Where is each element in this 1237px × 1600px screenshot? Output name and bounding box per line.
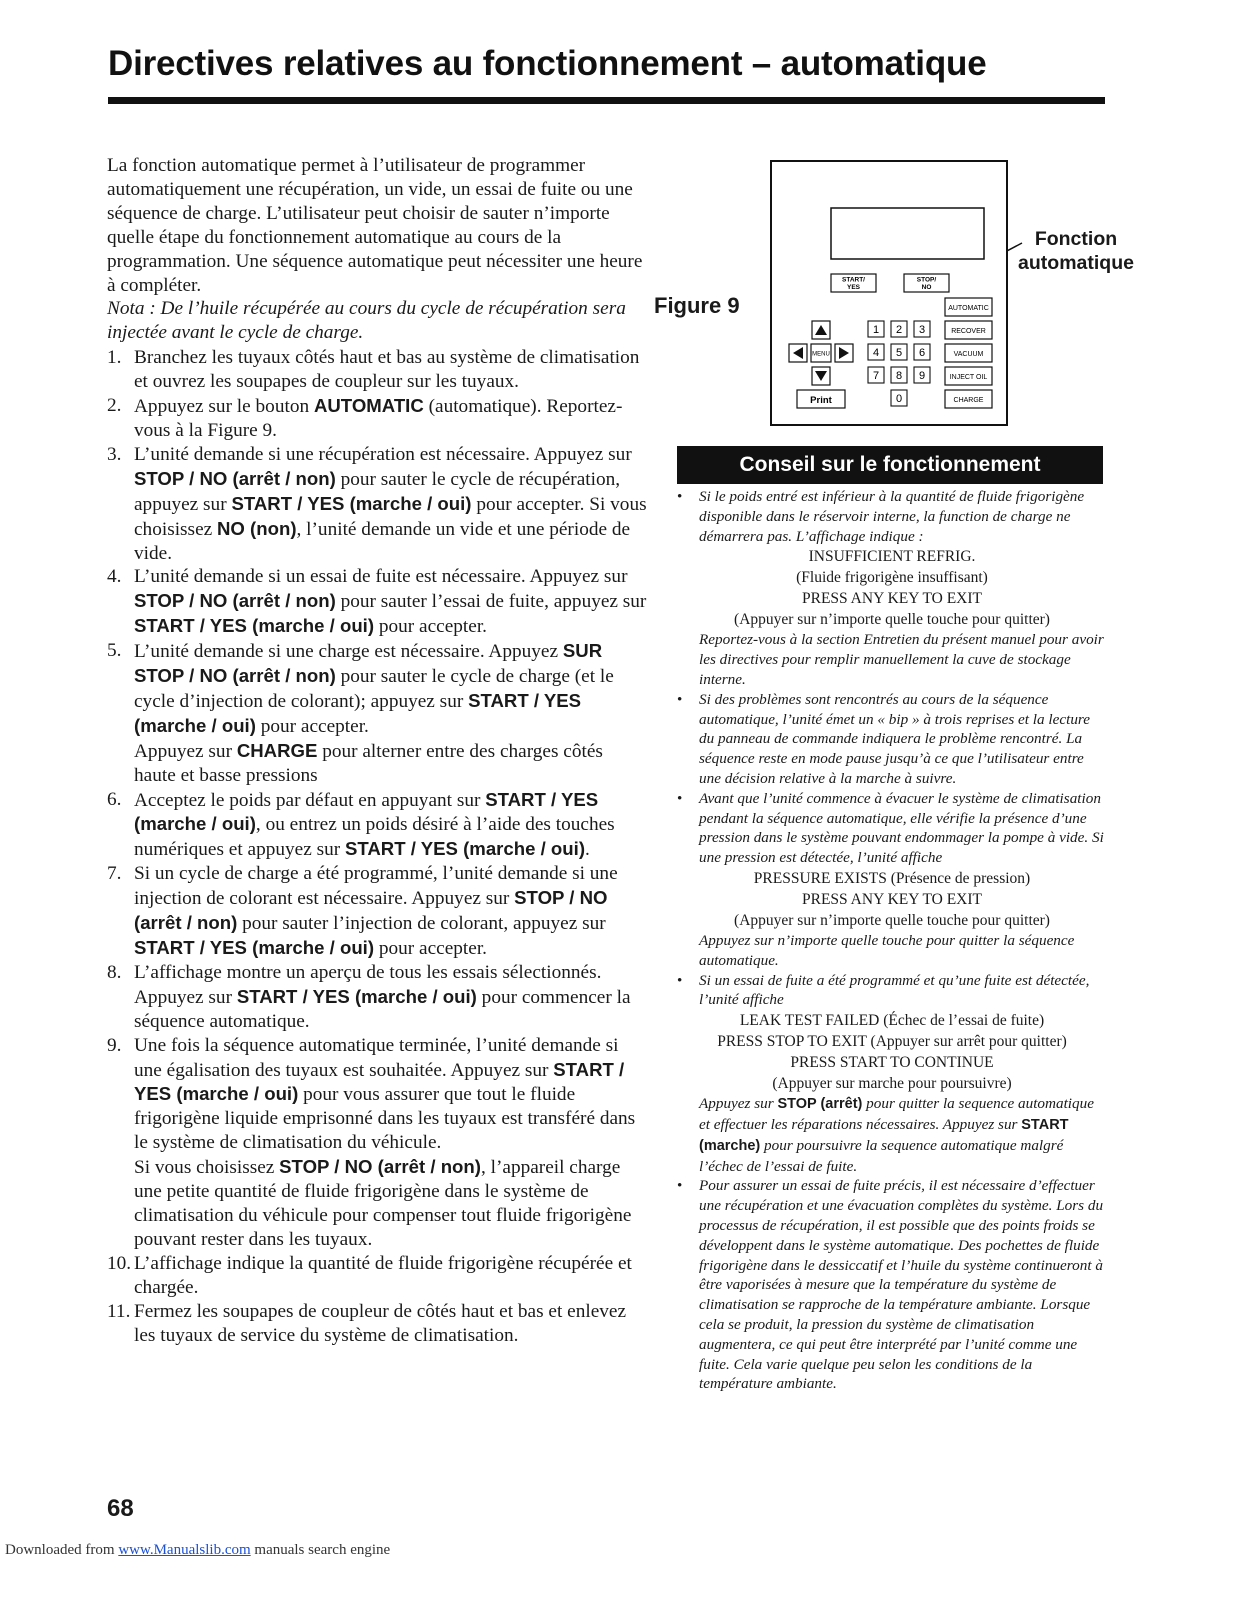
digit-7-label: 7 xyxy=(872,370,880,382)
tips-header: Conseil sur le fonctionnement xyxy=(677,446,1103,484)
display-screen xyxy=(831,208,984,259)
bullet-icon: • xyxy=(677,789,683,807)
digit-0-label: 0 xyxy=(895,393,903,405)
tip-item: • Si des problèmes sont rencontrés au cours de la séquence automatique, l’unité émet un « bip » à trois reprises et la lecture du panneau de commande indiquera le problème rencontré. La séquence reste en mode pause jusqu’à ce que l’utilisateur entre une décision relative à la marche à suivre. xyxy=(677,690,1091,787)
digit-2-label: 2 xyxy=(895,324,903,336)
digit-6-label: 6 xyxy=(918,347,926,359)
download-footer: Downloaded from www.Manualslib.com manuals search engine xyxy=(5,1542,391,1558)
tip-item: • Si un essai de fuite a été programmé et qu’une fuite est détectée, l’unité affiche LEAK TEST FAILED (Échec de l’essai de fuite) PRESS STOP TO EXIT (Appuyer sur arrêt pour quitter) PRESS START TO CONTINUE (Appuyer sur marche pour poursuivre) Appuyez sur STOP (arrêt) pour quitter la sequence automatique et effectuer les réparations nécessaires. Appuyez sur START (marche) pour poursuivre la sequence automatique malgré l’échec de l’essai de fuite. xyxy=(677,971,1094,1175)
step-item: 1. Branchez les tuyaux côtés haut et bas au système de climatisation et ouvrez les soupapes de coupleur sur les tuyaux. xyxy=(107,347,640,393)
steps-list xyxy=(107,346,647,1347)
recover-label: RECOVER xyxy=(951,328,986,335)
stop-no-label-2: NO xyxy=(921,284,932,291)
step-item: 11. Fermez les soupapes de coupleur de côtés haut et bas et enlevez les tuyaux de service du système de climatisation. xyxy=(107,1300,627,1346)
bullet-icon: • xyxy=(677,690,683,708)
start-yes-label-2: YES xyxy=(846,284,861,291)
vacuum-label: VACUUM xyxy=(953,351,984,358)
step-item: 9. Une fois la séquence automatique terminée, l’unité demande si une égalisation des tuyaux est souhaitée. Appuyez sur START / YES (marche / oui) pour vous assurer que tout le fluide frigorigène liquide emprisonné dans les tuyaux est transféré dans le système de climatisation du véhicule. Si vous choisissez STOP / NO (arrêt / non), l’appareil charge une petite quantité de fluide frigorigène dans le système de climatisation du véhicule pour compenser tout fluide frigorigène pouvant rester dans les tuyaux. xyxy=(107,1034,636,1250)
figure-label: Figure 9 xyxy=(654,293,740,318)
tip-item: • Avant que l’unité commence à évacuer le système de climatisation pendant la séquence automatique, elle vérifie la présence d’une pression dans le système pouvant endommager la pompe à vide. Si une pression est détectée, l’unité affiche PRESSURE EXISTS (Présence de pression) PRESS ANY KEY TO EXIT (Appuyer sur n’importe quelle touche pour quitter) Appuyez sur n’importe quelle touche pour quitter la séquence automatique. xyxy=(677,789,1104,969)
step-item: 3. L’unité demande si une récupération est nécessaire. Appuyez sur STOP / NO (arrêt / non) pour sauter le cycle de récupération, appuyez sur START / YES (marche / oui) pour accepter. Si vous choisissez NO (non), l’unité demande un vide et une période de vide. xyxy=(107,443,647,564)
print-label: Print xyxy=(810,395,832,406)
manualslib-link[interactable]: www.Manualslib.com xyxy=(118,1542,251,1558)
control-panel-figure xyxy=(760,155,1080,475)
digit-8-label: 8 xyxy=(895,370,903,382)
digit-4-label: 4 xyxy=(872,347,880,359)
tip-item: • Pour assurer un essai de fuite précis, il est nécessaire d’effectuer une récupération et une évacuation complètes du système. Lors du processus de récupération, il est possible que des points froids se développent dans le système automatique. Des pochettes de fluide frigorigène dans le dessiccatif et l’huile du système continueront à être vaporisées à mesure que la température du système de climatisation se rapproche de la température ambiante. Lorsque cela se produit, la pression du système de climatisation augmentera, ce qui peut être interprété par l’unité comme une fuite. Cela varie quelque peu selon les conditions de la température ambiante. xyxy=(677,1177,1104,1393)
title-rule xyxy=(108,97,1105,104)
digit-5-label: 5 xyxy=(895,347,903,359)
tip-item: • Si le poids entré est inférieur à la quantité de fluide frigorigène disponible dans le réservoir interne, la function de charge ne démarrera pas. L’affichage indique : INSUFFICIENT REFRIG. (Fluide frigorigène insuffisant) PRESS ANY KEY TO EXIT (Appuyer sur n’importe quelle touche pour quitter) Reportez-vous à la section Entretien du présent manuel pour avoir les directives pour remplir manuellement la cuve de stockage interne. xyxy=(677,488,1104,688)
step-item: 2. Appuyez sur le bouton AUTOMATIC (automatique). Reportez-vous à la Figure 9. xyxy=(107,395,623,441)
page-number: 68 xyxy=(107,1495,134,1522)
nota-paragraph: Nota : De l’huile récupérée au cours du cycle de récupération sera injectée avant le cycle de charge. xyxy=(107,298,626,344)
bullet-icon: • xyxy=(677,1177,683,1195)
step-item: 8. L’affichage montre un aperçu de tous les essais sélectionnés. Appuyez sur START / YES (marche / oui) pour commencer la séquence automatique. xyxy=(107,961,631,1032)
bullet-icon: • xyxy=(677,971,683,989)
digit-9-label: 9 xyxy=(918,370,926,382)
tips-list xyxy=(677,487,1107,1394)
step-item: 5. L’unité demande si une charge est nécessaire. Appuyez SUR STOP / NO (arrêt / non) pour sauter le cycle de charge (et le cycle d’injection de colorant); appuyez sur START / YES (marche / oui) pour accepter. Appuyez sur CHARGE pour alterner entre des charges côtés haute et basse pressions xyxy=(107,640,614,786)
inject-oil-label: INJECT OIL xyxy=(949,374,988,381)
step-item: 4. L’unité demande si un essai de fuite est nécessaire. Appuyez sur STOP / NO (arrêt / non) pour sauter l’essai de fuite, appuyez sur START / YES (marche / oui) pour accepter. xyxy=(107,566,647,638)
digit-1-label: 1 xyxy=(872,324,880,336)
step-item: 6. Acceptez le poids par défaut en appuyant sur START / YES (marche / oui), ou entrez un poids désiré à l’aide des touches numériques et appuyez sur START / YES (marche / oui). xyxy=(107,788,615,861)
automatic-label: AUTOMATIC xyxy=(948,305,989,312)
step-item: 10. L’affichage indique la quantité de fluide frigorigène récupérée et chargée. xyxy=(107,1252,632,1298)
intro-paragraph: La fonction automatique permet à l’utilisateur de programmer automatiquement une récupération, un vide, un essai de fuite ou une séquence de charge. L’utilisateur peut choisir de sauter n’importe quelle étape du fonctionnement automatique au cours de la programmation. Une séquence automatique peut nécessiter une heure à compléter. xyxy=(107,155,643,296)
page-title: Directives relatives au fonctionnement – automatique xyxy=(108,44,987,83)
start-yes-label-1: START/ xyxy=(842,276,865,284)
tips-box xyxy=(677,487,1107,1394)
instructions-column xyxy=(107,154,647,1347)
digit-3-label: 3 xyxy=(918,324,926,336)
automatic-function-callout: Fonction automatique xyxy=(1018,228,1134,274)
charge-label: CHARGE xyxy=(953,397,984,404)
stop-no-label-1: STOP/ xyxy=(916,276,937,284)
bullet-icon: • xyxy=(677,488,683,505)
menu-label: MENU xyxy=(812,351,830,358)
step-item: 7. Si un cycle de charge a été programmé, l’unité demande si une injection de colorant est nécessaire. Appuyez sur STOP / NO (arrêt / non) pour sauter l’injection de colorant, appuyez sur START / YES (marche / oui) pour accepter. xyxy=(107,863,618,959)
